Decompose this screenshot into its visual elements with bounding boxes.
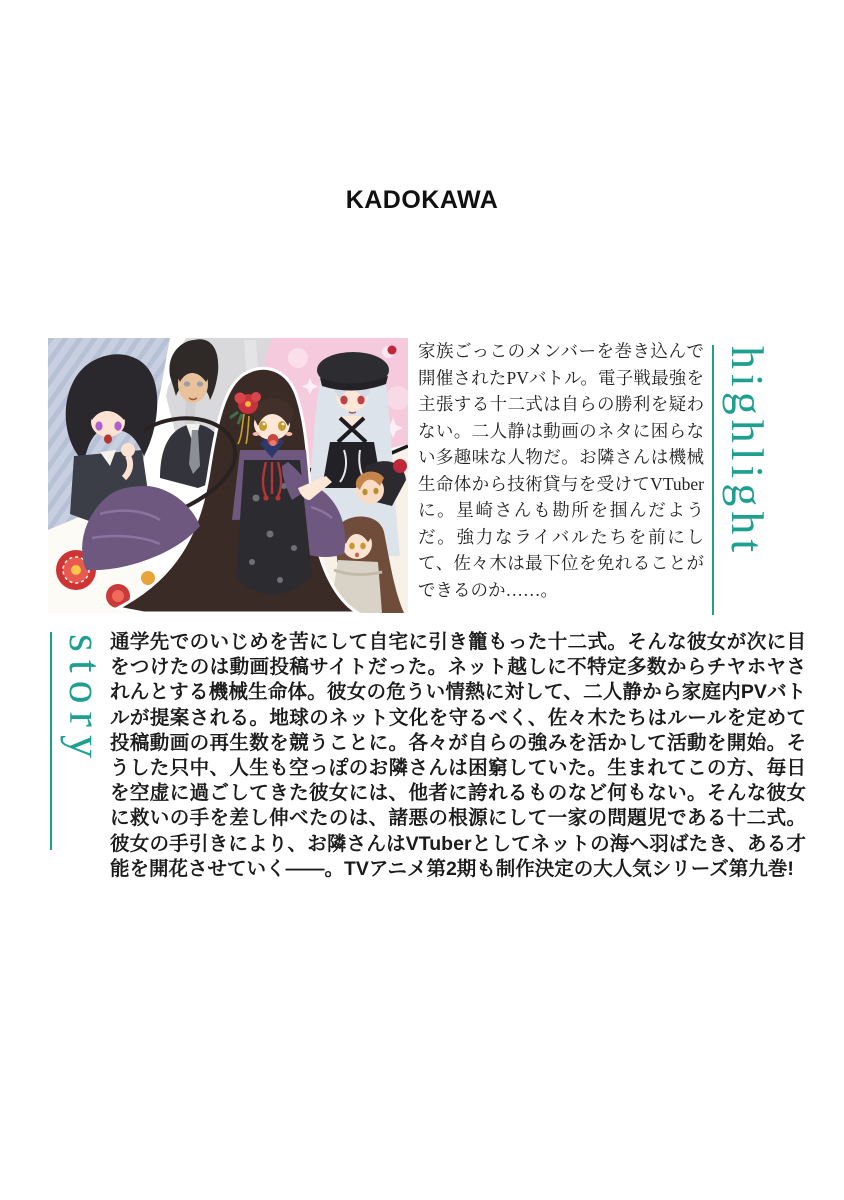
highlight-label: highlight [722,346,773,558]
story-section [0,630,844,880]
cover-illustration [48,338,408,613]
publisher-logo: KADOKAWA [345,186,499,214]
cover-illustration-art [48,338,408,613]
story-label: story [60,634,111,766]
highlight-divider [712,345,714,615]
story-paragraph: 通学先でのいじめを苦にして自宅に引き籠もった十二式。そんな彼女が次に目をつけたのは動画投稿サイトだった。ネット越しに不特定多数からチヤホヤされんとする機械生命体。彼女の危うい情熱に対して、二人静から家庭内PVバトルが提案される。地球のネット文化を守るべく、佐々木たちはルールを定めて投稿動画の再生数を競うことに。各々が自らの強みを活かして活動を開始。そうした只中、人生も空っぽのお隣さんは困窮していた。生まれてこの方、毎日を空虚に過ごしてきた彼女には、他者に誇れるものなど何もない。そんな彼女に救いの手を差し伸べたのは、諸悪の根源にして一家の問題児である十二式。彼女の手引きにより、お隣さんはVTuberとしてネットの海へ羽ばたき、ある才能を開花させていく――。TVアニメ第2期も制作決定の大人気シリーズ第九巻! [110,631,806,880]
highlight-section [0,338,844,616]
highlight-paragraph: 家族ごっこのメンバーを巻き込んで開催されたPVバトル。電子戦最強を主張する十二式は自らの勝利を疑わない。二人静は動画のネタに困らない多趣味な人物だ。お隣さんは機械生命体から技術貸与を受けてVTuberに。星崎さんも勘所を掴んだようだ。強力なライバルたちを前にして、佐々木は最下位を免れることができるのか……。 [418,341,704,600]
story-divider [50,632,52,850]
